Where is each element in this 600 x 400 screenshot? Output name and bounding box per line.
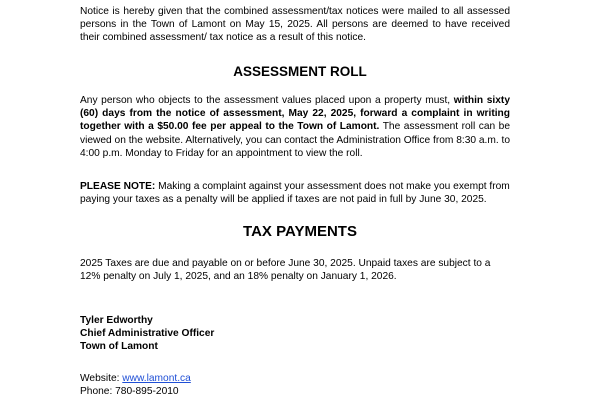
website-line [80,372,510,385]
signatory-title: Chief Administrative Officer [80,328,215,340]
phone-line: Phone: 780-895-2010 [80,386,179,398]
objection-intro-text: Any person who objects to the assessment values placed upon a property must, [80,95,454,106]
website-link[interactable]: www.lamont.ca [122,373,191,384]
please-note-text: Making a complaint against your assessment does not make you exempt from paying your taxes as a penalty will be applied if taxes are not paid in full by June 30, 2025. [80,181,510,206]
assessment-roll-heading: ASSESSMENT ROLL [233,64,367,79]
please-note-label: PLEASE NOTE: [80,181,156,192]
notice-paragraph: Notice is hereby given that the combined assessment/tax notices were mailed to all assessed persons in the Town of Lamont on May 15, 2025. All persons are deemed to have received their combined assessment/ tax notice as a result of this notice. [80,6,510,44]
please-note-paragraph [80,180,510,206]
contact-block [80,372,510,398]
tax-payments-paragraph: 2025 Taxes are due and payable on or before June 30, 2025. Unpaid taxes are subject to a 12% penalty on July 1, 2025, and an 18% penalty on January 1, 2026. [80,258,491,283]
signatory-name: Tyler Edworthy [80,315,153,326]
assessment-objection-paragraph [80,94,510,160]
website-label: Website: [80,373,123,384]
tax-payments-heading: TAX PAYMENTS [243,223,357,240]
objection-deadline-text: within sixty (60) days from the notice of assessment, May 22, 2025, forward a complaint in writing together with a $50.00 fee per appeal to the Town of Lamont. [80,95,510,133]
signatory-organization: Town of Lamont [80,341,158,353]
objection-rest-text: The assessment roll can be viewed on the website. Alternatively, you can contact the Administration Office from 8:30 a.m. to 4:00 p.m. Monday to Friday for an appointment to view the roll. [80,121,510,159]
signature-block [80,314,510,354]
